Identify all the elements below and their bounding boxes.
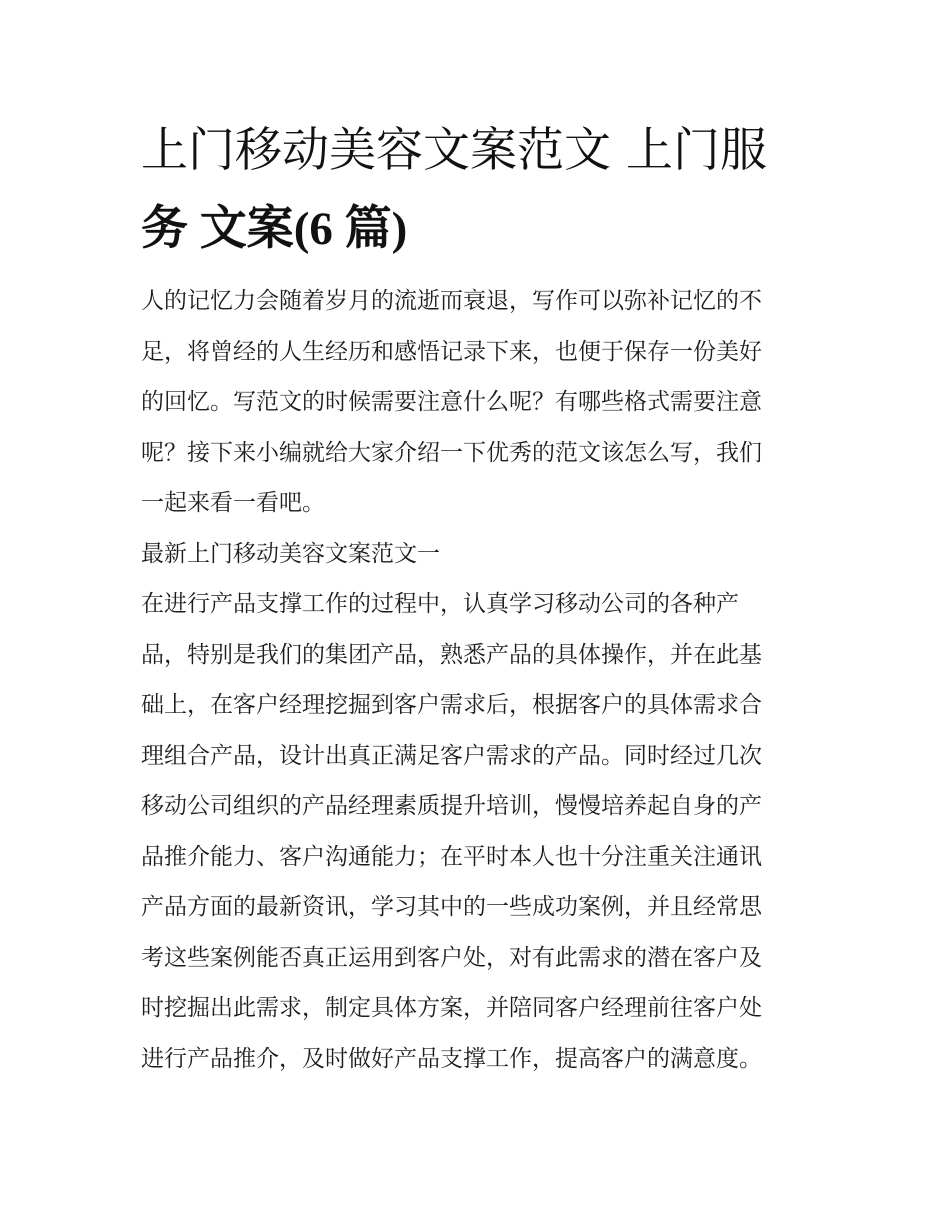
body-line: 进行产品推介，及时做好产品支撑工作，提高客户的满意度。	[141, 1045, 762, 1072]
body-line: 品推介能力、客户沟通能力；在平时本人也十分注重关注通讯	[141, 843, 762, 870]
body-line: 时挖掘出此需求，制定具体方案，并陪同客户经理前往客户处	[141, 995, 762, 1021]
title-line-1: 上门移动美容文案范文 上门服	[141, 123, 767, 178]
intro-line: 的回忆。写范文的时候需要注意什么呢？有哪些格式需要注意	[141, 389, 762, 415]
body-line: 移动公司组织的产品经理素质提升培训，慢慢培养起自身的产	[141, 793, 762, 819]
body-line: 在进行产品支撑工作的过程中，认真学习移动公司的各种产	[141, 591, 739, 617]
body-line: 理组合产品，设计出真正满足客户需求的产品。同时经过几次	[141, 742, 762, 769]
title-line-2: 务 文案(6 篇)	[141, 203, 408, 255]
document-title	[141, 112, 813, 268]
body-line: 品，特别是我们的集团产品，熟悉产品的具体操作，并在此基	[141, 641, 762, 668]
body-line: 础上，在客户经理挖掘到客户需求后，根据客户的具体需求合	[141, 692, 762, 718]
section-heading: 最新上门移动美容文案范文一	[141, 540, 440, 567]
intro-line: 足，将曾经的人生经历和感悟记录下来，也便于保存一份美好	[141, 338, 762, 365]
body-paragraph	[141, 579, 813, 1084]
intro-line: 人的记忆力会随着岁月的流逝而衰退，写作可以弥补记忆的不	[141, 288, 762, 314]
body-line: 考这些案例能否真正运用到客户处，对有此需求的潜在客户及	[141, 944, 762, 971]
intro-line: 呢？接下来小编就给大家介绍一下优秀的范文该怎么写，我们	[141, 439, 762, 466]
body-line: 产品方面的最新资讯，学习其中的一些成功案例，并且经常思	[141, 894, 762, 920]
document-content	[141, 112, 813, 1084]
intro-line: 一起来看一看吧。	[141, 490, 325, 516]
intro-paragraph	[141, 276, 813, 529]
